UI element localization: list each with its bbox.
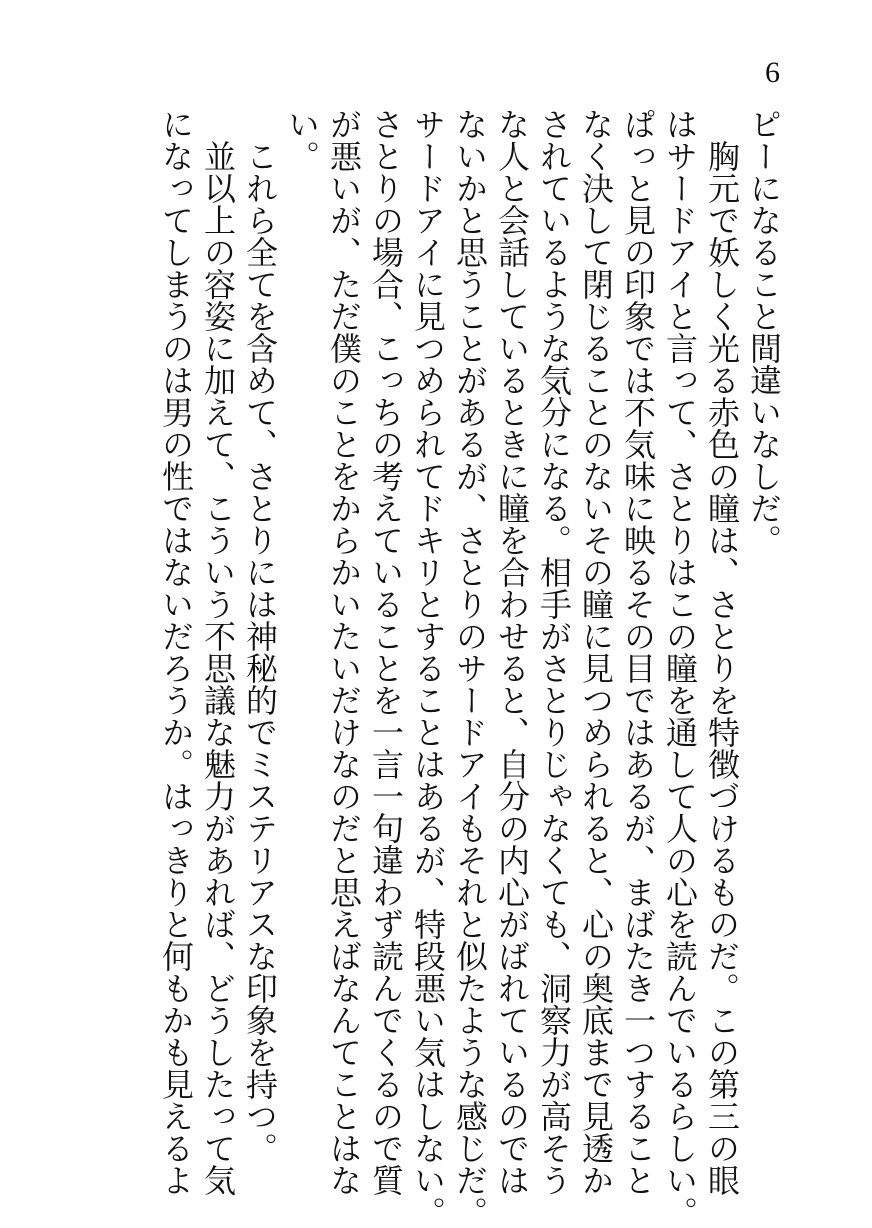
text-line: 並以上の容姿に加えて、こういう不思議な魅力があれば、どうしたって気 — [199, 108, 237, 1196]
text-line: が悪いが、ただ僕のことをからかいたいだけなのだと思えばなんてことはな — [325, 108, 363, 1196]
text-line: い。 — [283, 108, 321, 172]
page-number: 6 — [765, 56, 780, 89]
text-line: されているような気分になる。相手がさとりじゃなくても、洞察力が高そう — [535, 108, 573, 1196]
text-line: ぱっと見の印象では不気味に映るその目ではあるが、まばたき一つすること — [619, 108, 657, 1196]
text-line: サードアイに見つめられてドキリとすることはあるが、特段悪い気はしない。 — [409, 108, 447, 1228]
text-line: ピーになること間違いなしだ。 — [745, 108, 783, 556]
body-text — [157, 108, 783, 1228]
text-line: になってしまうのは男の性ではないだろうか。はっきりと何もかも見えるよ — [157, 108, 195, 1196]
text-line: さとりの場合、こっちの考えていることを一言一句違わず読んでくるので質 — [367, 108, 405, 1196]
text-line: なく決して閉じることのないその瞳に見つめられると、心の奥底まで見透か — [577, 108, 615, 1196]
text-line: はサードアイと言って、さとりはこの瞳を通して人の心を読んでいるらしい。 — [661, 108, 699, 1228]
text-line: これら全てを含めて、さとりには神秘的でミステリアスな印象を持つ。 — [241, 108, 279, 1164]
text-line: な人と会話しているときに瞳を合わせると、自分の内心がばれているのでは — [493, 108, 531, 1196]
text-line: 胸元で妖しく光る赤色の瞳は、さとりを特徴づけるものだ。この第三の眼 — [703, 108, 741, 1196]
text-line: ないかと思うことがあるが、さとりのサードアイもそれと似たような感じだ。 — [451, 108, 489, 1228]
